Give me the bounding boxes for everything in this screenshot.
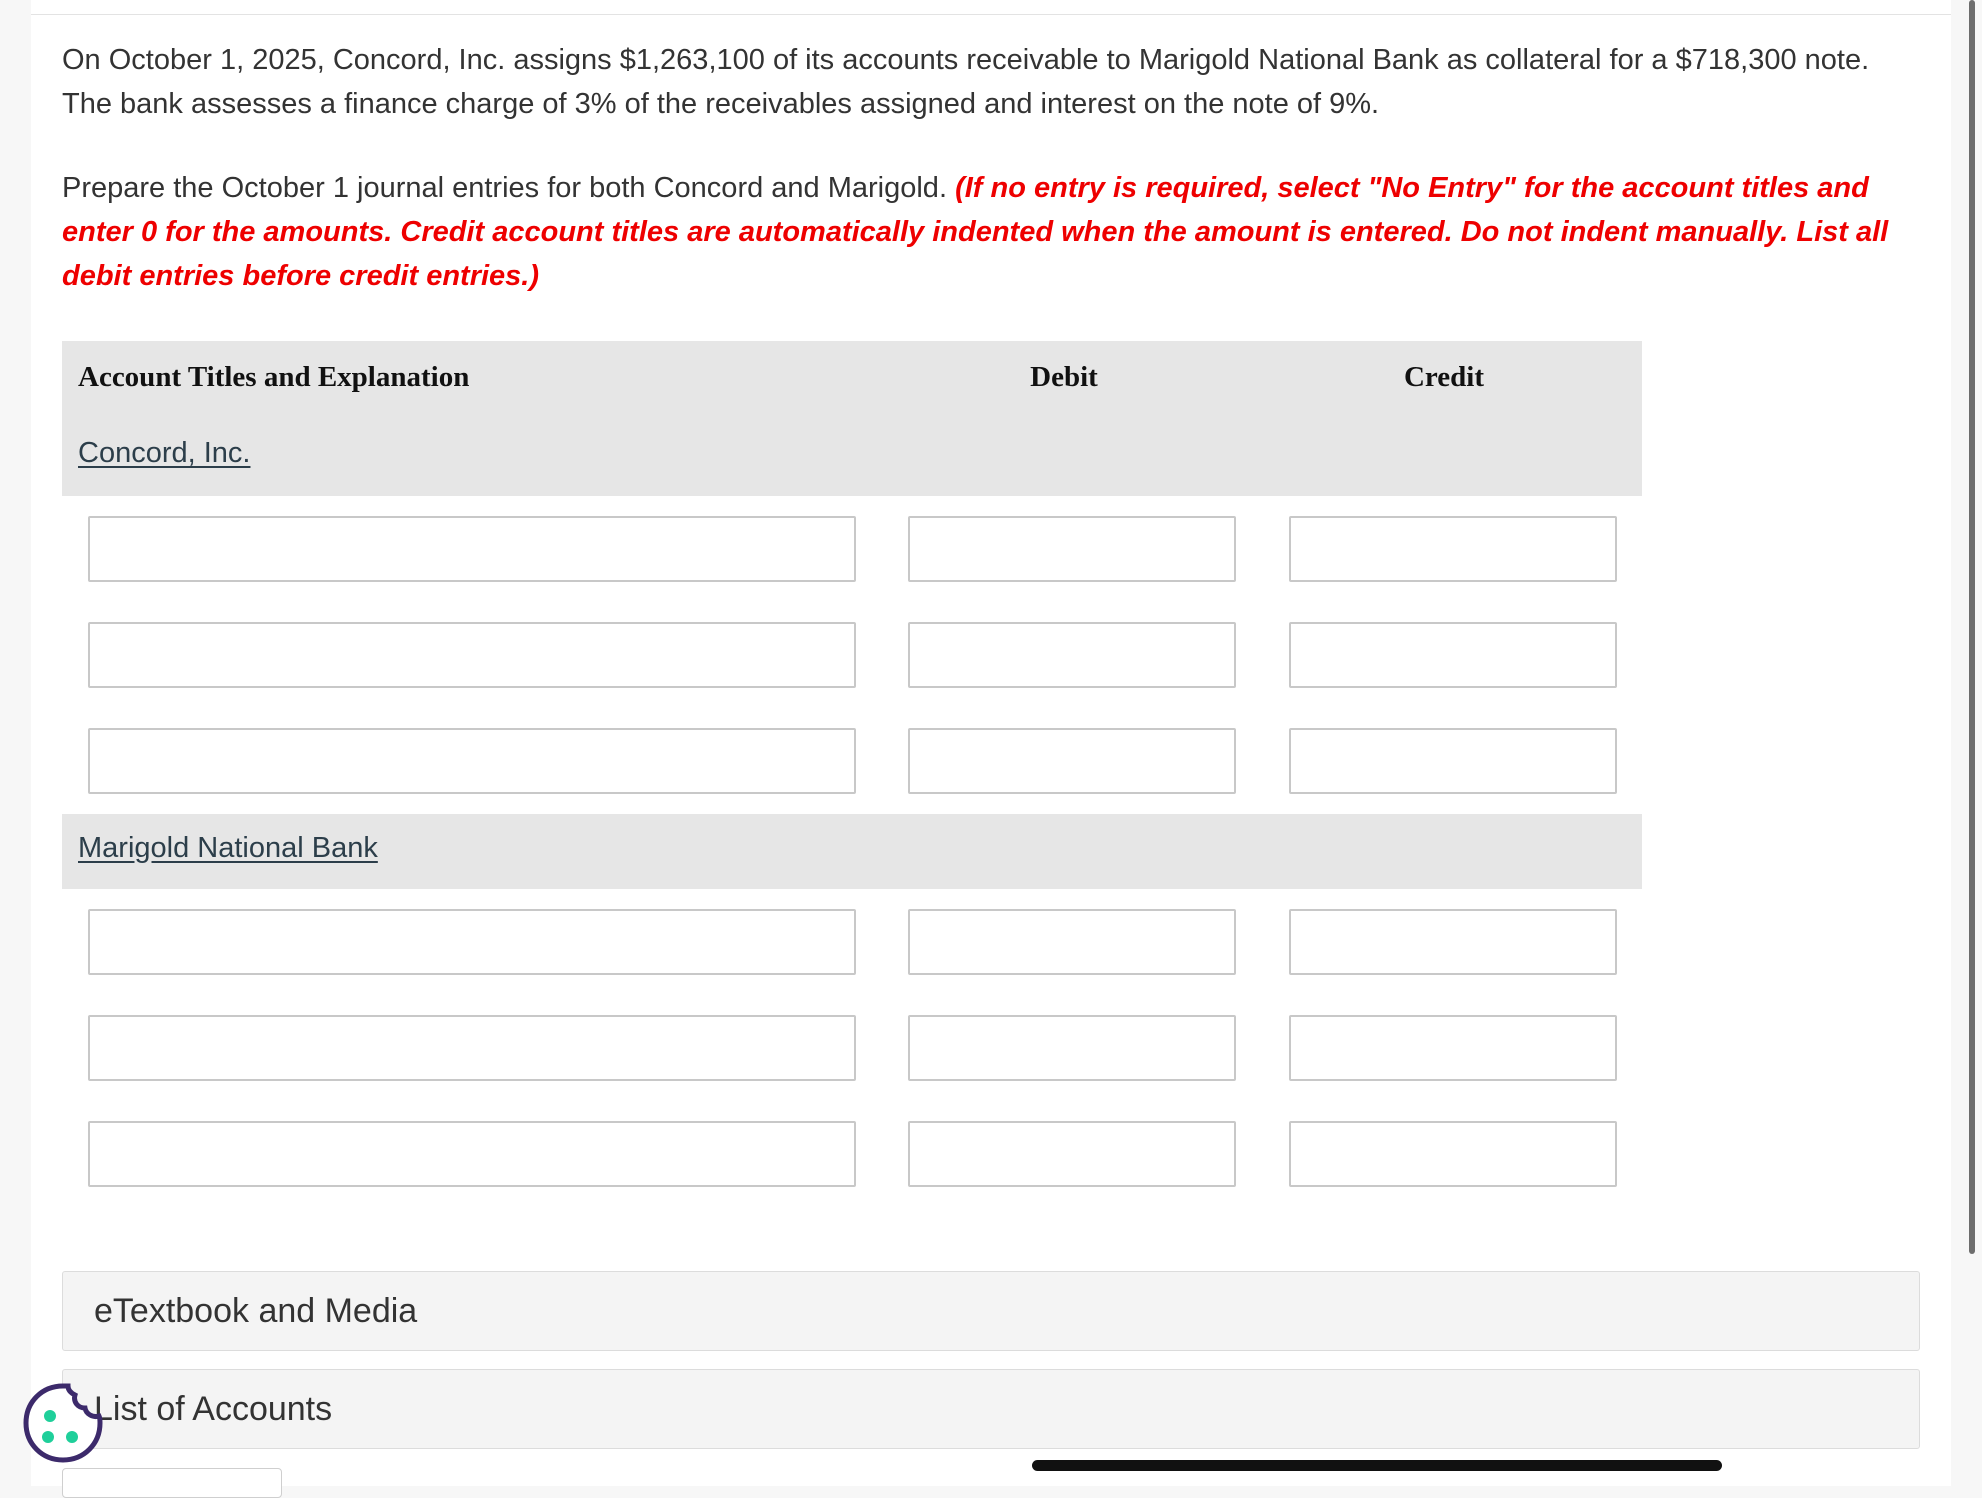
partial-button[interactable] — [62, 1468, 282, 1498]
header-credit: Credit — [1403, 361, 1484, 393]
list-of-accounts-label: List of Accounts — [94, 1390, 333, 1428]
problem-statement: On October 1, 2025, Concord, Inc. assigns $1,263,100 of its accounts receivable to Marigold National Bank as collateral for a $718,300 note. The bank assesses a finance charge of 3% of the receivables assigned and interest on the note of 9%. — [62, 44, 1870, 120]
table-row — [62, 496, 1642, 602]
debit-amount-input[interactable] — [908, 1015, 1236, 1081]
credit-amount-input[interactable] — [1289, 1015, 1617, 1081]
debit-amount-input[interactable] — [908, 909, 1236, 975]
cookie-settings-icon[interactable] — [22, 1382, 104, 1464]
cookie-dot — [44, 1410, 56, 1422]
header-account-titles: Account Titles and Explanation — [78, 361, 470, 393]
instructions — [62, 166, 1922, 298]
cookie-dot — [66, 1431, 78, 1443]
company-link-concord[interactable]: Concord, Inc. — [78, 437, 251, 469]
etextbook-media-panel[interactable] — [62, 1271, 1920, 1351]
home-indicator — [1032, 1460, 1722, 1471]
account-title-input[interactable] — [88, 1015, 856, 1081]
table-row — [62, 995, 1642, 1101]
page — [31, 0, 1951, 1486]
account-title-input[interactable] — [88, 516, 856, 582]
table-row — [62, 889, 1642, 995]
credit-amount-input[interactable] — [1289, 909, 1617, 975]
account-title-input[interactable] — [88, 728, 856, 794]
debit-amount-input[interactable] — [908, 622, 1236, 688]
credit-amount-input[interactable] — [1289, 516, 1617, 582]
credit-amount-input[interactable] — [1289, 728, 1617, 794]
table-header — [62, 341, 1642, 496]
credit-amount-input[interactable] — [1289, 622, 1617, 688]
journal-entry-table — [62, 341, 1642, 1207]
account-title-input[interactable] — [88, 909, 856, 975]
debit-amount-input[interactable] — [908, 516, 1236, 582]
instructions-hint: (If no entry is required, select "No Entry" for the account titles and enter 0 for the amounts. Credit account titles are automatically indented when the amount is entered. Do not indent manually. List all debit entries before credit entries.) — [62, 172, 1889, 292]
debit-amount-input[interactable] — [908, 728, 1236, 794]
company-link-marigold[interactable]: Marigold National Bank — [78, 832, 378, 864]
etextbook-media-label: eTextbook and Media — [94, 1292, 418, 1330]
debit-amount-input[interactable] — [908, 1121, 1236, 1187]
account-title-input[interactable] — [88, 1121, 856, 1187]
table-row — [62, 1101, 1642, 1207]
header-debit: Debit — [1030, 361, 1098, 393]
list-of-accounts-panel[interactable] — [62, 1369, 1920, 1449]
instructions-text: Prepare the October 1 journal entries for both Concord and Marigold. — [62, 172, 956, 204]
cookie-dot — [42, 1431, 54, 1443]
section-header-marigold — [62, 814, 1642, 889]
cookie-outline — [26, 1386, 100, 1460]
top-divider — [31, 14, 1951, 15]
account-title-input[interactable] — [88, 622, 856, 688]
vertical-scrollbar[interactable] — [1969, 0, 1975, 1254]
table-row — [62, 602, 1642, 708]
credit-amount-input[interactable] — [1289, 1121, 1617, 1187]
table-row — [62, 708, 1642, 814]
